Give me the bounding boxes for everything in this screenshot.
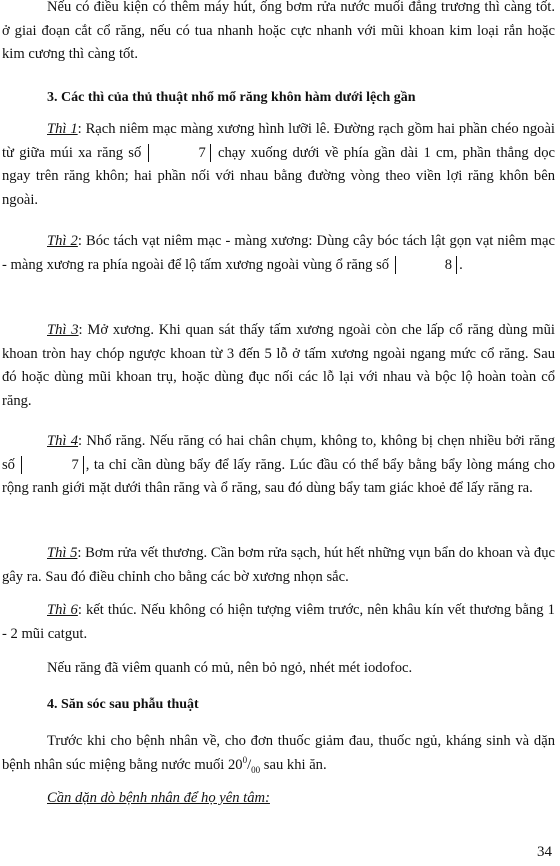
step-3-text: : Mở xương. Khi quan sát thấy tấm xương ngoài còn che lấp cổ răng dùng mũi khoan tròn hay chóp ngược khoan từ 3 đến 5 lỗ ở tấm xương ngoài ngang mức cổ răng. Sau đó hoặc dùng mũi khoan trụ, hoặc dùng đục nối các lỗ lại với nhau và bộc lộ hoàn toàn cổ răng. — [2, 322, 555, 409]
tooth-7-box: 7 — [148, 144, 210, 162]
step-1-label: Thì 1 — [47, 121, 78, 137]
step-1-paragraph — [2, 118, 555, 212]
step-2-paragraph — [2, 230, 555, 277]
advice-text: Cần dặn dò bệnh nhân để họ yên tâm: — [47, 790, 270, 806]
page-number: 34 — [537, 844, 552, 860]
care-superscript: 0 — [242, 754, 248, 765]
step-4-paragraph — [2, 430, 555, 501]
care-text-b: sau khi ăn. — [260, 756, 327, 773]
tooth-7-box-2: 7 — [21, 456, 83, 474]
step-4-label: Thì 4 — [47, 433, 79, 449]
heading-post-op-care: 4. Săn sóc sau phẫu thuật — [47, 697, 199, 712]
heading-procedure-steps: 3. Các thì của thủ thuật nhổ mổ răng khôn hàm dưới lệch gần — [47, 90, 416, 105]
step-2-text-b: . — [459, 256, 463, 273]
step-1-text-b: chạy xuống dưới về phía gần dài 1 cm, phần thẳng dọc ngay trên răng khôn; hai phần nối với nhau bằng đường vòng theo viền lợi răng khôn bên ngoài. — [2, 144, 555, 208]
care-subscript: 00 — [251, 764, 261, 775]
step-2-label: Thì 2 — [47, 233, 78, 249]
paragraph-post-op-care: Trước khi cho bệnh nhân về, cho đơn thuốc giảm đau, thuốc ngủ, kháng sinh và dặn bệnh nhân súc miệng bằng nước muối $20^0/_{00}$ sau khi ăn. — [2, 733, 555, 775]
paragraph-suction: Nếu có điều kiện có thêm máy hút, ống bơm rửa nước muối đẳng trương thì càng tốt. ở giai đoạn cắt cổ răng, nếu có tua nhanh hoặc cực nhanh với mũi khoan kim loại rắn hoặc kim cương thì càng tốt. — [2, 0, 555, 62]
care-text-a: Trước khi cho bệnh nhân về, cho đơn thuốc giảm đau, thuốc ngủ, kháng sinh và dặn bệnh nhân súc miệng bằng nước muối 20 — [2, 733, 555, 773]
step-1-text-a: : Rạch niêm mạc màng xương hình lưỡi lê. Đường rạch gồm hai phần chéo ngoài từ giữa múi xa răng số — [2, 121, 555, 161]
step-2-text-a: : Bóc tách vạt niêm mạc - màng xương: Dùng cây bóc tách lật gọn vạt niêm mạc - màng xương ra phía ngoài để lộ tấm xương ngoài vùng ổ răng số — [2, 233, 555, 273]
step-5-text: : Bơm rửa vết thương. Cần bơm rửa sạch, hút hết những vụn bẩn do khoan và đục gây ra. Sau đó điều chỉnh cho bằng các bờ xương nhọn sắc. — [2, 545, 555, 585]
step-6-text: : kết thúc. Nếu không có hiện tượng viêm trước, nên khâu kín vết thương bằng 1 - 2 mũi catgut. — [2, 602, 555, 642]
step-5-paragraph — [2, 542, 555, 589]
advice-heading — [2, 787, 555, 811]
step-5-label: Thì 5 — [47, 545, 78, 561]
step-3-paragraph — [2, 319, 555, 413]
step-4-text-a: : Nhổ răng. Nếu răng có hai chân chụm, không to, không bị chẹn nhiều bởi răng số — [2, 433, 555, 473]
step-4-text-b: , ta chỉ cần dùng bẩy để lấy răng. Lúc đầu có thể bẩy bằng bẩy lòng máng cho rộng ranh giới mặt dưới thân răng và ổ răng, sau đó dùng bẩy tam giác khoẻ để lấy răng ra. — [2, 456, 556, 496]
paragraph-inflamed: Nếu răng đã viêm quanh có mủ, nên bỏ ngỏ, nhét mét iodofoc. — [47, 660, 413, 676]
step-3-label: Thì 3 — [47, 322, 79, 338]
tooth-8-box: 8 — [395, 256, 457, 274]
step-6-paragraph — [2, 599, 555, 646]
step-6-label: Thì 6 — [47, 602, 78, 618]
